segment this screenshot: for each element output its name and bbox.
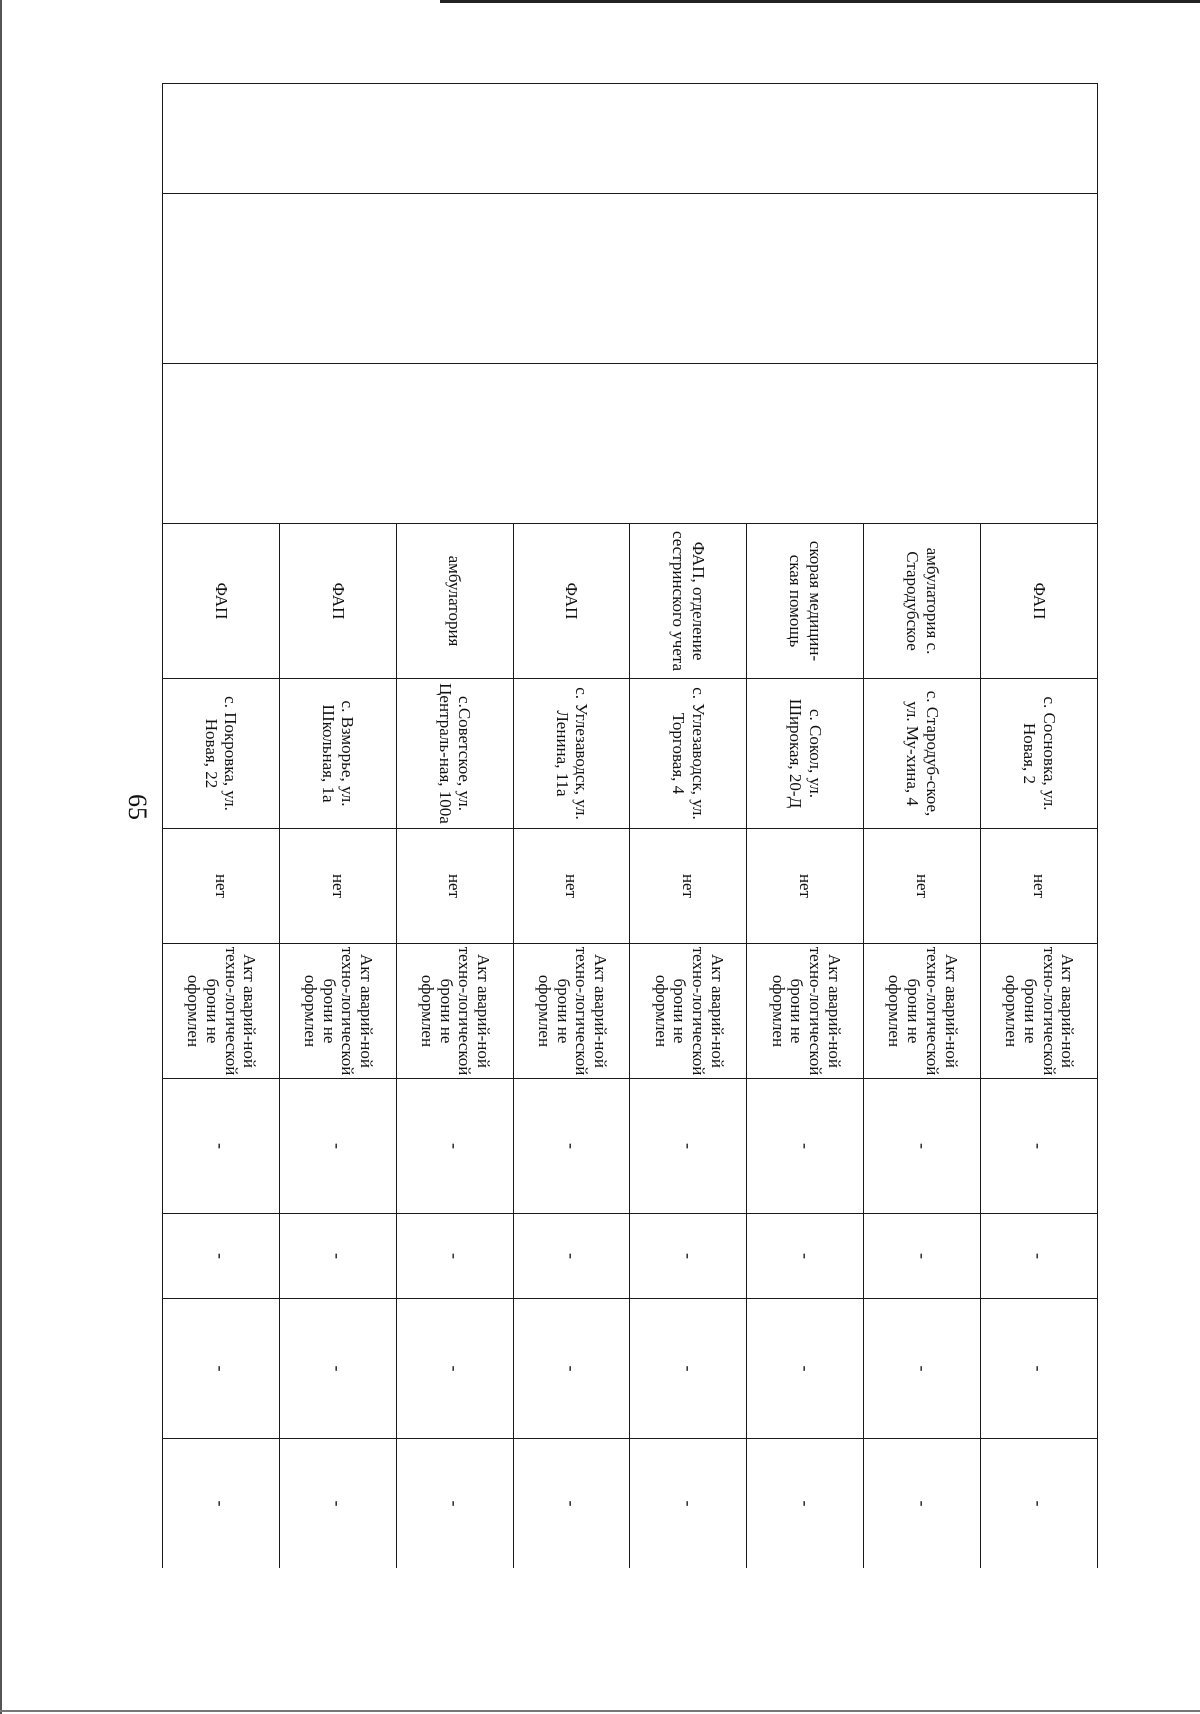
- cell-dash-3: -: [396, 1299, 513, 1439]
- cell-dash-1: -: [513, 1079, 630, 1214]
- cell-dash-3: -: [747, 1299, 864, 1439]
- cell-blank-3: [163, 364, 280, 524]
- cell-address: с. Углезаводск, ул. Торговая, 4: [630, 679, 747, 829]
- cell-address: с. Взморье, ул. Школьная, 1а: [279, 679, 396, 829]
- cell-dash-2: -: [864, 1214, 981, 1299]
- cell-address: с. Стародуб-ское, ул. Му-хина, 4: [864, 679, 981, 829]
- cell-address: с. Сокол, ул. Широкая, 20-Д: [747, 679, 864, 829]
- cell-blank-1: [864, 84, 981, 194]
- cell-dash-4: -: [279, 1439, 396, 1569]
- cell-blank-1: [396, 84, 513, 194]
- cell-blank-1: [630, 84, 747, 194]
- cell-dash-2: -: [747, 1214, 864, 1299]
- cell-facility-type: ФАП: [279, 524, 396, 679]
- cell-act-note: Акт аварий-ной техно-логической брони не оформлен: [513, 944, 630, 1079]
- cell-dash-2: -: [163, 1214, 280, 1299]
- cell-dash-2: -: [396, 1214, 513, 1299]
- cell-dash-4: -: [981, 1439, 1098, 1569]
- cell-address: с. Сосновка, ул. Новая, 2: [981, 679, 1098, 829]
- cell-dash-4: -: [864, 1439, 981, 1569]
- cell-blank-1: [747, 84, 864, 194]
- table-body: [163, 84, 1098, 1569]
- cell-blank-2: [513, 194, 630, 364]
- cell-act-note: Акт аварий-ной техно-логической брони не оформлен: [630, 944, 747, 1079]
- table-row: [163, 84, 280, 1569]
- table-row: [396, 84, 513, 1569]
- table-viewport: [162, 83, 1098, 1568]
- cell-facility-type: амбулатория: [396, 524, 513, 679]
- table-row: [513, 84, 630, 1569]
- cell-facility-type: ФАП, отделение сестринского учета: [630, 524, 747, 679]
- cell-facility-type: ФАП: [513, 524, 630, 679]
- cell-blank-1: [163, 84, 280, 194]
- cell-blank-2: [747, 194, 864, 364]
- cell-blank-1: [279, 84, 396, 194]
- cell-address: с. Покровка, ул. Новая, 22: [163, 679, 280, 829]
- cell-blank-3: [396, 364, 513, 524]
- cell-blank-1: [981, 84, 1098, 194]
- cell-dash-3: -: [630, 1299, 747, 1439]
- cell-act-note: Акт аварий-ной техно-логической брони не оформлен: [279, 944, 396, 1079]
- cell-blank-3: [513, 364, 630, 524]
- cell-facility-type: скорая медицин-ская помощь: [747, 524, 864, 679]
- cell-blank-2: [981, 194, 1098, 364]
- cell-reserve-status: нет: [396, 829, 513, 944]
- cell-dash-3: -: [513, 1299, 630, 1439]
- cell-blank-3: [747, 364, 864, 524]
- cell-blank-3: [279, 364, 396, 524]
- cell-blank-2: [163, 194, 280, 364]
- cell-blank-3: [630, 364, 747, 524]
- cell-facility-type: амбулатория с. Стародубское: [864, 524, 981, 679]
- cell-act-note: Акт аварий-ной техно-логической брони не оформлен: [163, 944, 280, 1079]
- cell-blank-3: [864, 364, 981, 524]
- cell-act-note: Акт аварий-ной техно-логической брони не оформлен: [981, 944, 1098, 1079]
- cell-blank-1: [513, 84, 630, 194]
- cell-blank-2: [630, 194, 747, 364]
- cell-dash-1: -: [864, 1079, 981, 1214]
- table-row: [981, 84, 1098, 1569]
- scan-edge-bottom: [0, 1710, 1200, 1712]
- cell-dash-1: -: [747, 1079, 864, 1214]
- scan-edge-top: [440, 0, 1200, 3]
- cell-dash-2: -: [513, 1214, 630, 1299]
- cell-address: с. Углезаводск, ул. Ленина, 11а: [513, 679, 630, 829]
- cell-reserve-status: нет: [747, 829, 864, 944]
- table-row: [864, 84, 981, 1569]
- cell-reserve-status: нет: [981, 829, 1098, 944]
- cell-dash-1: -: [163, 1079, 280, 1214]
- cell-dash-1: -: [981, 1079, 1098, 1214]
- page-number-text: 65: [123, 794, 152, 820]
- cell-dash-2: -: [981, 1214, 1098, 1299]
- cell-reserve-status: нет: [513, 829, 630, 944]
- cell-facility-type: ФАП: [981, 524, 1098, 679]
- cell-dash-3: -: [981, 1299, 1098, 1439]
- cell-reserve-status: нет: [279, 829, 396, 944]
- cell-act-note: Акт аварий-ной техно-логической брони не оформлен: [396, 944, 513, 1079]
- cell-reserve-status: нет: [163, 829, 280, 944]
- cell-dash-1: -: [396, 1079, 513, 1214]
- cell-dash-1: -: [630, 1079, 747, 1214]
- cell-reserve-status: нет: [864, 829, 981, 944]
- facilities-table: [162, 83, 1098, 1568]
- cell-blank-2: [864, 194, 981, 364]
- cell-dash-4: -: [396, 1439, 513, 1569]
- cell-dash-2: -: [279, 1214, 396, 1299]
- cell-dash-1: -: [279, 1079, 396, 1214]
- cell-dash-4: -: [163, 1439, 280, 1569]
- cell-dash-4: -: [513, 1439, 630, 1569]
- cell-act-note: Акт аварий-ной техно-логической брони не оформлен: [747, 944, 864, 1079]
- cell-facility-type: ФАП: [163, 524, 280, 679]
- table-row: [279, 84, 396, 1569]
- scan-edge-left: [0, 0, 2, 1714]
- cell-blank-2: [396, 194, 513, 364]
- cell-blank-3: [981, 364, 1098, 524]
- cell-dash-3: -: [864, 1299, 981, 1439]
- cell-address: с.Советское, ул. Централь-ная, 100а: [396, 679, 513, 829]
- cell-act-note: Акт аварий-ной техно-логической брони не оформлен: [864, 944, 981, 1079]
- table-row: [747, 84, 864, 1569]
- cell-dash-4: -: [630, 1439, 747, 1569]
- cell-blank-2: [279, 194, 396, 364]
- cell-dash-2: -: [630, 1214, 747, 1299]
- cell-reserve-status: нет: [630, 829, 747, 944]
- cell-dash-3: -: [279, 1299, 396, 1439]
- table-row: [630, 84, 747, 1569]
- cell-dash-4: -: [747, 1439, 864, 1569]
- cell-dash-3: -: [163, 1299, 280, 1439]
